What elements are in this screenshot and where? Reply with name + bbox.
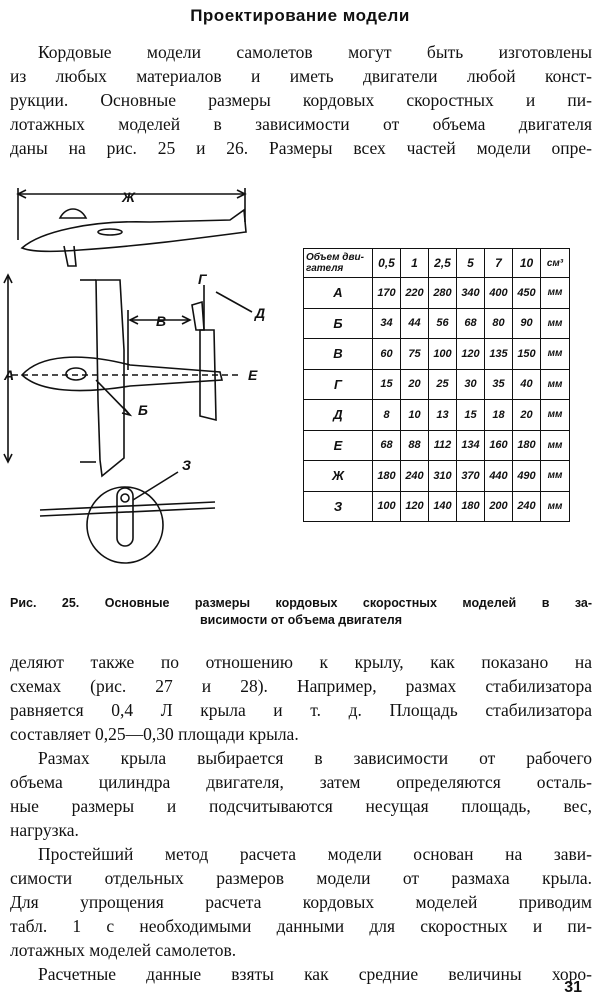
value-cell: 450 bbox=[513, 278, 541, 309]
top-view-fuselage bbox=[22, 357, 222, 390]
table-row bbox=[304, 400, 570, 431]
value-cell: 34 bbox=[373, 308, 401, 339]
volume-cell: 5 bbox=[457, 249, 485, 278]
value-cell: 310 bbox=[429, 461, 457, 492]
value-cell: 140 bbox=[429, 491, 457, 522]
value-cell: 40 bbox=[513, 369, 541, 400]
unit-cell: мм bbox=[541, 461, 570, 492]
figure-25 bbox=[0, 180, 600, 590]
table-row bbox=[304, 369, 570, 400]
value-cell: 134 bbox=[457, 430, 485, 461]
value-cell: 90 bbox=[513, 308, 541, 339]
value-cell: 100 bbox=[373, 491, 401, 522]
top-view-wing bbox=[96, 280, 124, 476]
value-cell: 180 bbox=[373, 461, 401, 492]
value-cell: 44 bbox=[401, 308, 429, 339]
value-cell: 8 bbox=[373, 400, 401, 431]
volume-unit: см³ bbox=[541, 249, 570, 278]
value-cell: 120 bbox=[401, 491, 429, 522]
intro-line: лотажных моделей в зависимости от объема двигателя bbox=[10, 114, 592, 134]
table-row bbox=[304, 339, 570, 370]
row-label: Ж bbox=[304, 461, 373, 492]
value-cell: 200 bbox=[485, 491, 513, 522]
body-line: составляет 0,25—0,30 площади крыла. bbox=[10, 724, 299, 744]
unit-cell: мм bbox=[541, 339, 570, 370]
value-cell: 20 bbox=[401, 369, 429, 400]
value-cell: 10 bbox=[401, 400, 429, 431]
body-line: Для упрощения расчета кордовых моделей приводим bbox=[10, 892, 592, 912]
volume-cell: 0,5 bbox=[373, 249, 401, 278]
value-cell: 15 bbox=[457, 400, 485, 431]
body-line: Расчетные данные взяты как средние величины хоро- bbox=[38, 964, 592, 984]
table-header-row bbox=[304, 249, 570, 278]
row-label: Б bbox=[304, 308, 373, 339]
value-cell: 490 bbox=[513, 461, 541, 492]
value-cell: 13 bbox=[429, 400, 457, 431]
value-cell: 240 bbox=[401, 461, 429, 492]
value-cell: 100 bbox=[429, 339, 457, 370]
label-g: Г bbox=[198, 271, 207, 287]
body-line: лотажных моделей самолетов. bbox=[10, 940, 237, 960]
volume-cell: 2,5 bbox=[429, 249, 457, 278]
table-row bbox=[304, 278, 570, 309]
intro-line: из любых материалов и иметь двигатели любой конст- bbox=[10, 66, 592, 86]
value-cell: 20 bbox=[513, 400, 541, 431]
table-row bbox=[304, 430, 570, 461]
volume-cell: 1 bbox=[401, 249, 429, 278]
value-cell: 75 bbox=[401, 339, 429, 370]
value-cell: 370 bbox=[457, 461, 485, 492]
body-line: Простейший метод расчета модели основан на зави- bbox=[38, 844, 592, 864]
page-number: 31 bbox=[564, 979, 582, 996]
volume-cell: 7 bbox=[485, 249, 513, 278]
body-line: табл. 1 с необходимыми данными для скоростных и пи- bbox=[10, 916, 592, 936]
row-label: В bbox=[304, 339, 373, 370]
unit-cell: мм bbox=[541, 278, 570, 309]
value-cell: 170 bbox=[373, 278, 401, 309]
row-label: Е bbox=[304, 430, 373, 461]
body-line: объема цилиндра двигателя, затем определяются осталь- bbox=[10, 772, 592, 792]
label-e: Е bbox=[248, 367, 258, 383]
value-cell: 150 bbox=[513, 339, 541, 370]
page-title: Проектирование модели bbox=[190, 6, 410, 25]
table-header-label: Объем дви-гателя bbox=[304, 249, 373, 278]
body-line: нагрузка. bbox=[10, 820, 79, 840]
intro-paragraph bbox=[10, 40, 592, 160]
unit-cell: мм bbox=[541, 369, 570, 400]
row-label: З bbox=[304, 491, 373, 522]
value-cell: 56 bbox=[429, 308, 457, 339]
value-cell: 160 bbox=[485, 430, 513, 461]
unit-cell: мм bbox=[541, 400, 570, 431]
unit-cell: мм bbox=[541, 491, 570, 522]
row-label: Г bbox=[304, 369, 373, 400]
value-cell: 120 bbox=[457, 339, 485, 370]
body-line: ные размеры и подсчитываются несущая площадь, вес, bbox=[10, 796, 592, 816]
label-v: В bbox=[156, 313, 167, 329]
intro-line: Кордовые модели самолетов могут быть изготовлены bbox=[38, 42, 592, 62]
value-cell: 88 bbox=[401, 430, 429, 461]
body-line: Размах крыла выбирается в зависимости от рабочего bbox=[38, 748, 592, 768]
value-cell: 340 bbox=[457, 278, 485, 309]
caption-line: висимости от объема двигателя bbox=[199, 613, 403, 627]
value-cell: 400 bbox=[485, 278, 513, 309]
figure-caption bbox=[10, 595, 592, 629]
table-row bbox=[304, 461, 570, 492]
value-cell: 18 bbox=[485, 400, 513, 431]
intro-line: рукции. Основные размеры кордовых скоростных и пи- bbox=[10, 90, 592, 110]
value-cell: 68 bbox=[373, 430, 401, 461]
value-cell: 180 bbox=[513, 430, 541, 461]
value-cell: 35 bbox=[485, 369, 513, 400]
value-cell: 15 bbox=[373, 369, 401, 400]
value-cell: 25 bbox=[429, 369, 457, 400]
body-line: равняется 0,4 Л крыла и т. д. Площадь стабилизатора bbox=[10, 700, 592, 720]
row-label: А bbox=[304, 278, 373, 309]
table-row bbox=[304, 491, 570, 522]
value-cell: 440 bbox=[485, 461, 513, 492]
value-cell: 68 bbox=[457, 308, 485, 339]
table-row bbox=[304, 308, 570, 339]
value-cell: 220 bbox=[401, 278, 429, 309]
label-zh: Ж bbox=[122, 189, 135, 205]
value-cell: 180 bbox=[457, 491, 485, 522]
value-cell: 240 bbox=[513, 491, 541, 522]
value-cell: 280 bbox=[429, 278, 457, 309]
volume-cell: 10 bbox=[513, 249, 541, 278]
front-view-prop-disc bbox=[87, 487, 163, 563]
row-label: Д bbox=[304, 400, 373, 431]
body-paragraphs bbox=[10, 650, 592, 986]
value-cell: 135 bbox=[485, 339, 513, 370]
unit-cell: мм bbox=[541, 308, 570, 339]
value-cell: 30 bbox=[457, 369, 485, 400]
caption-line: Рис. 25. Основные размеры кордовых скоростных моделей в за- bbox=[10, 596, 592, 610]
label-d: Д bbox=[255, 305, 266, 321]
body-line: схемах (рис. 27 и 28). Например, размах стабилизатора bbox=[10, 676, 592, 696]
intro-line: даны на рис. 25 и 26. Размеры всех частей модели опре- bbox=[10, 138, 592, 158]
body-line: деляют также по отношению к крылу, как показано на bbox=[10, 652, 592, 672]
unit-cell: мм bbox=[541, 430, 570, 461]
body-line: симости отдельных размеров модели от размаха крыла. bbox=[10, 868, 592, 888]
model-drawing bbox=[0, 180, 300, 590]
dimensions-table bbox=[303, 248, 570, 522]
value-cell: 112 bbox=[429, 430, 457, 461]
label-z: З bbox=[182, 457, 191, 473]
value-cell: 80 bbox=[485, 308, 513, 339]
value-cell: 60 bbox=[373, 339, 401, 370]
label-a: А bbox=[4, 367, 15, 383]
side-view-fuselage bbox=[22, 210, 246, 251]
label-b: Б bbox=[138, 402, 148, 418]
